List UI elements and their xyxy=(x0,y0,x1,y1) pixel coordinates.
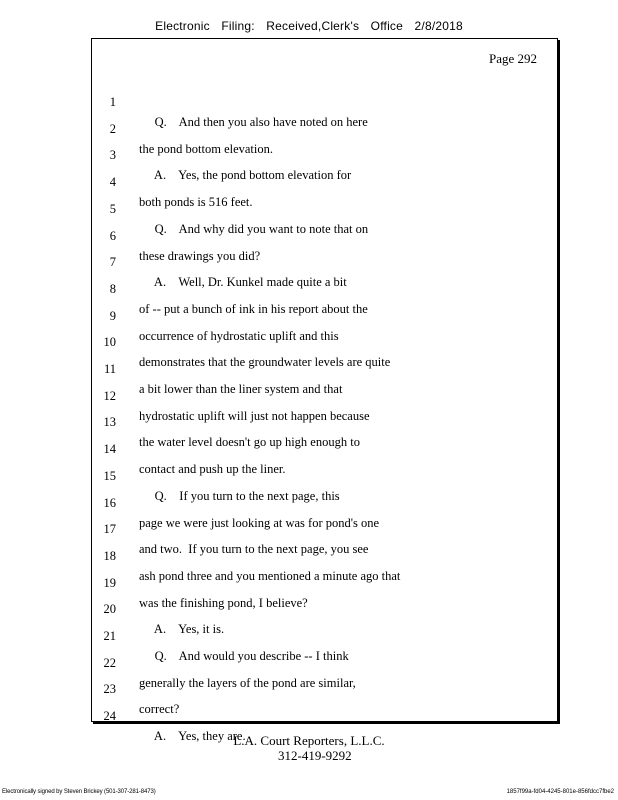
line-number: 17 xyxy=(103,522,116,537)
line-number: 9 xyxy=(109,308,116,323)
line-number: 8 xyxy=(109,281,116,296)
line-text: A. Yes, they are. xyxy=(139,729,246,744)
line-number: 22 xyxy=(103,655,116,670)
line-text: Q. And then you also have noted on here xyxy=(139,115,368,129)
line-number: 13 xyxy=(103,415,116,430)
line-number: 20 xyxy=(103,602,116,617)
line-text: the pond bottom elevation. xyxy=(139,141,274,156)
line-text: ash pond three and you mentioned a minute ago that xyxy=(139,568,401,583)
line-number: 24 xyxy=(103,709,116,724)
line-number: 15 xyxy=(103,468,116,483)
page-number: Page 292 xyxy=(488,51,537,66)
line-text: A. Yes, it is. xyxy=(139,622,225,637)
line-number: 12 xyxy=(103,388,116,403)
line-number: 21 xyxy=(103,629,116,643)
line-text: of -- put a bunch of ink in his report about the xyxy=(139,301,368,316)
line-number: 7 xyxy=(109,255,116,270)
line-text: A. Yes, the pond bottom elevation for xyxy=(139,168,352,183)
line-text: these drawings you did? xyxy=(139,248,261,263)
line-text: the water level doesn't go up high enough to xyxy=(139,435,360,450)
reporter-phone: 312-419-9292 xyxy=(278,748,352,763)
line-number: 23 xyxy=(103,682,116,697)
line-text: hydrostatic uplift will just not happen because xyxy=(139,408,370,423)
line-text: Q. And would you describe -- I think xyxy=(139,649,349,663)
line-text: occurrence of hydrostatic uplift and this xyxy=(139,328,339,343)
line-text: page we were just looking at was for pond's one xyxy=(139,515,380,530)
line-number: 18 xyxy=(103,548,116,563)
reporter-company: L.A. Court Reporters, L.L.C. xyxy=(233,733,385,748)
line-number: 11 xyxy=(103,362,116,376)
line-text: a bit lower than the liner system and that xyxy=(139,382,343,396)
line-text: contact and push up the liner. xyxy=(139,462,286,477)
transcript-line xyxy=(92,72,368,129)
line-text: Q. If you turn to the next page, this xyxy=(139,488,340,503)
line-number: 5 xyxy=(109,201,116,216)
line-number: 10 xyxy=(103,335,116,350)
line-text: both ponds is 516 feet. xyxy=(139,195,253,210)
line-text: was the finishing pond, I believe? xyxy=(139,595,308,610)
line-number: 16 xyxy=(103,495,116,510)
line-number: 2 xyxy=(109,121,116,136)
document-hash: 1857f99a-fd04-4245-801e-856fdcc7fbe2 xyxy=(506,789,614,795)
electronic-signature: Electronically signed by Steven Brickey (501-307-281-8473) xyxy=(2,789,156,795)
line-text: Q. And why did you want to note that on xyxy=(139,221,369,236)
line-text: and two. If you turn to the next page, you see xyxy=(139,542,369,557)
line-number: 19 xyxy=(103,575,116,590)
filing-stamp: Electronic Filing: Received,Clerk's Office 2/8/2018 xyxy=(155,19,463,33)
line-text: demonstrates that the groundwater levels are quite xyxy=(139,355,391,370)
line-text: correct? xyxy=(139,702,180,717)
line-number: 3 xyxy=(109,148,116,163)
line-text: generally the layers of the pond are similar, xyxy=(139,675,356,690)
line-number: 6 xyxy=(109,228,116,243)
line-number: 1 xyxy=(109,95,116,109)
line-text: A. Well, Dr. Kunkel made quite a bit xyxy=(139,275,347,290)
line-number: 4 xyxy=(109,175,116,190)
transcript-line xyxy=(92,125,352,183)
line-number: 14 xyxy=(103,442,116,457)
